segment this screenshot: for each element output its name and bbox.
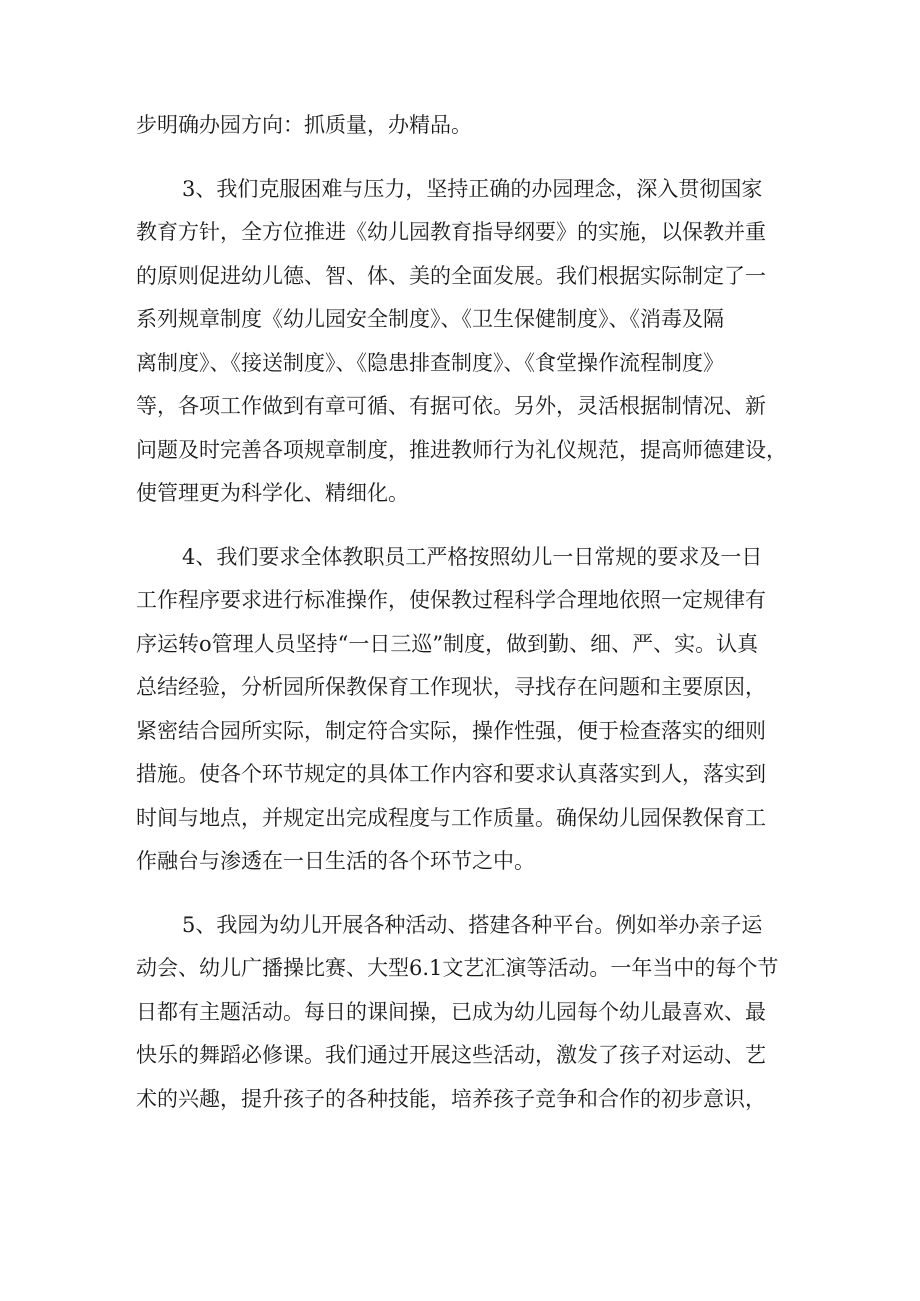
text-line: 离制度》、《接送制度》、《隐患排查制度》、《食堂操作流程制度》 <box>136 350 724 375</box>
text-line: 作融台与渗透在一日生活的各个环节之中。 <box>136 849 535 873</box>
text-line: 步明确办园方向：抓质量，办精品。 <box>136 113 472 137</box>
paragraph-3-first-line: 3、我们克服困难与压力，坚持正确的办园理念，深入贯彻国家 <box>182 176 763 201</box>
text-line: 快乐的舞蹈必修课。我们通过开展这些活动，激发了孩子对运动、艺 <box>136 1043 766 1067</box>
paragraph-gap <box>136 884 796 904</box>
paragraph-4-first-line: 4、我们要求全体教职员工严格按照幼儿一日常规的要求及一日 <box>182 544 763 569</box>
text-line: 使管理更为科学化、精细化。 <box>136 481 409 505</box>
text-line: 序运转o管理人员坚持“一日三巡”制度，做到勤、细、严、实。认真 <box>136 631 759 656</box>
text-line: 的原则促进幼儿德、智、体、美的全面发展。我们根据实际制定了一 <box>136 263 766 288</box>
paragraph-gap <box>136 516 796 536</box>
text-line: 术的兴趣，提升孩子的各种技能，培养孩子竞争和合作的初步意识， <box>136 1086 766 1111</box>
text-line: 日都有主题活动。每日的课间操，已成为幼儿园每个幼儿最喜欢、最 <box>136 999 766 1024</box>
paragraph-5-first-line: 5、我园为幼儿开展各种活动、搭建各种平台。例如举办亲子运 <box>182 912 763 937</box>
text-line: 工作程序要求进行标准操作，使保教过程科学合理地依照一定规律有 <box>136 588 766 612</box>
text-line: 总结经验，分析园所保教保育工作现状，寻找存在问题和主要原因， <box>136 675 766 699</box>
text-line: 动会、幼儿广播操比赛、大型6.1文艺汇演等活动。一年当中的每个节 <box>136 956 779 980</box>
text-line: 教育方针，全方位推进《幼儿园教育指导纲要》的实施，以保教并重 <box>136 220 766 244</box>
document-body <box>136 104 796 1121</box>
text-line: 紧密结合园所实际，制定符合实际，操作性强，便于检查落实的细则 <box>136 718 766 743</box>
text-line: 时间与地点，并规定出完成程度与工作质量。确保幼儿园保教保育工 <box>136 805 766 830</box>
text-line: 问题及时完善各项规章制度，推进教师行为礼仪规范，提高师德建设， <box>136 437 787 462</box>
text-line: 等，各项工作做到有章可循、有据可依。另外，灵活根据制情况、新 <box>136 394 766 418</box>
text-line: 系列规章制度《幼儿园安全制度》、《卫生保健制度》、《消毒及隔 <box>136 307 724 331</box>
paragraph-gap <box>136 148 796 168</box>
text-line: 措施。使各个环节规定的具体工作内容和要求认真落实到人，落实到 <box>136 762 766 786</box>
